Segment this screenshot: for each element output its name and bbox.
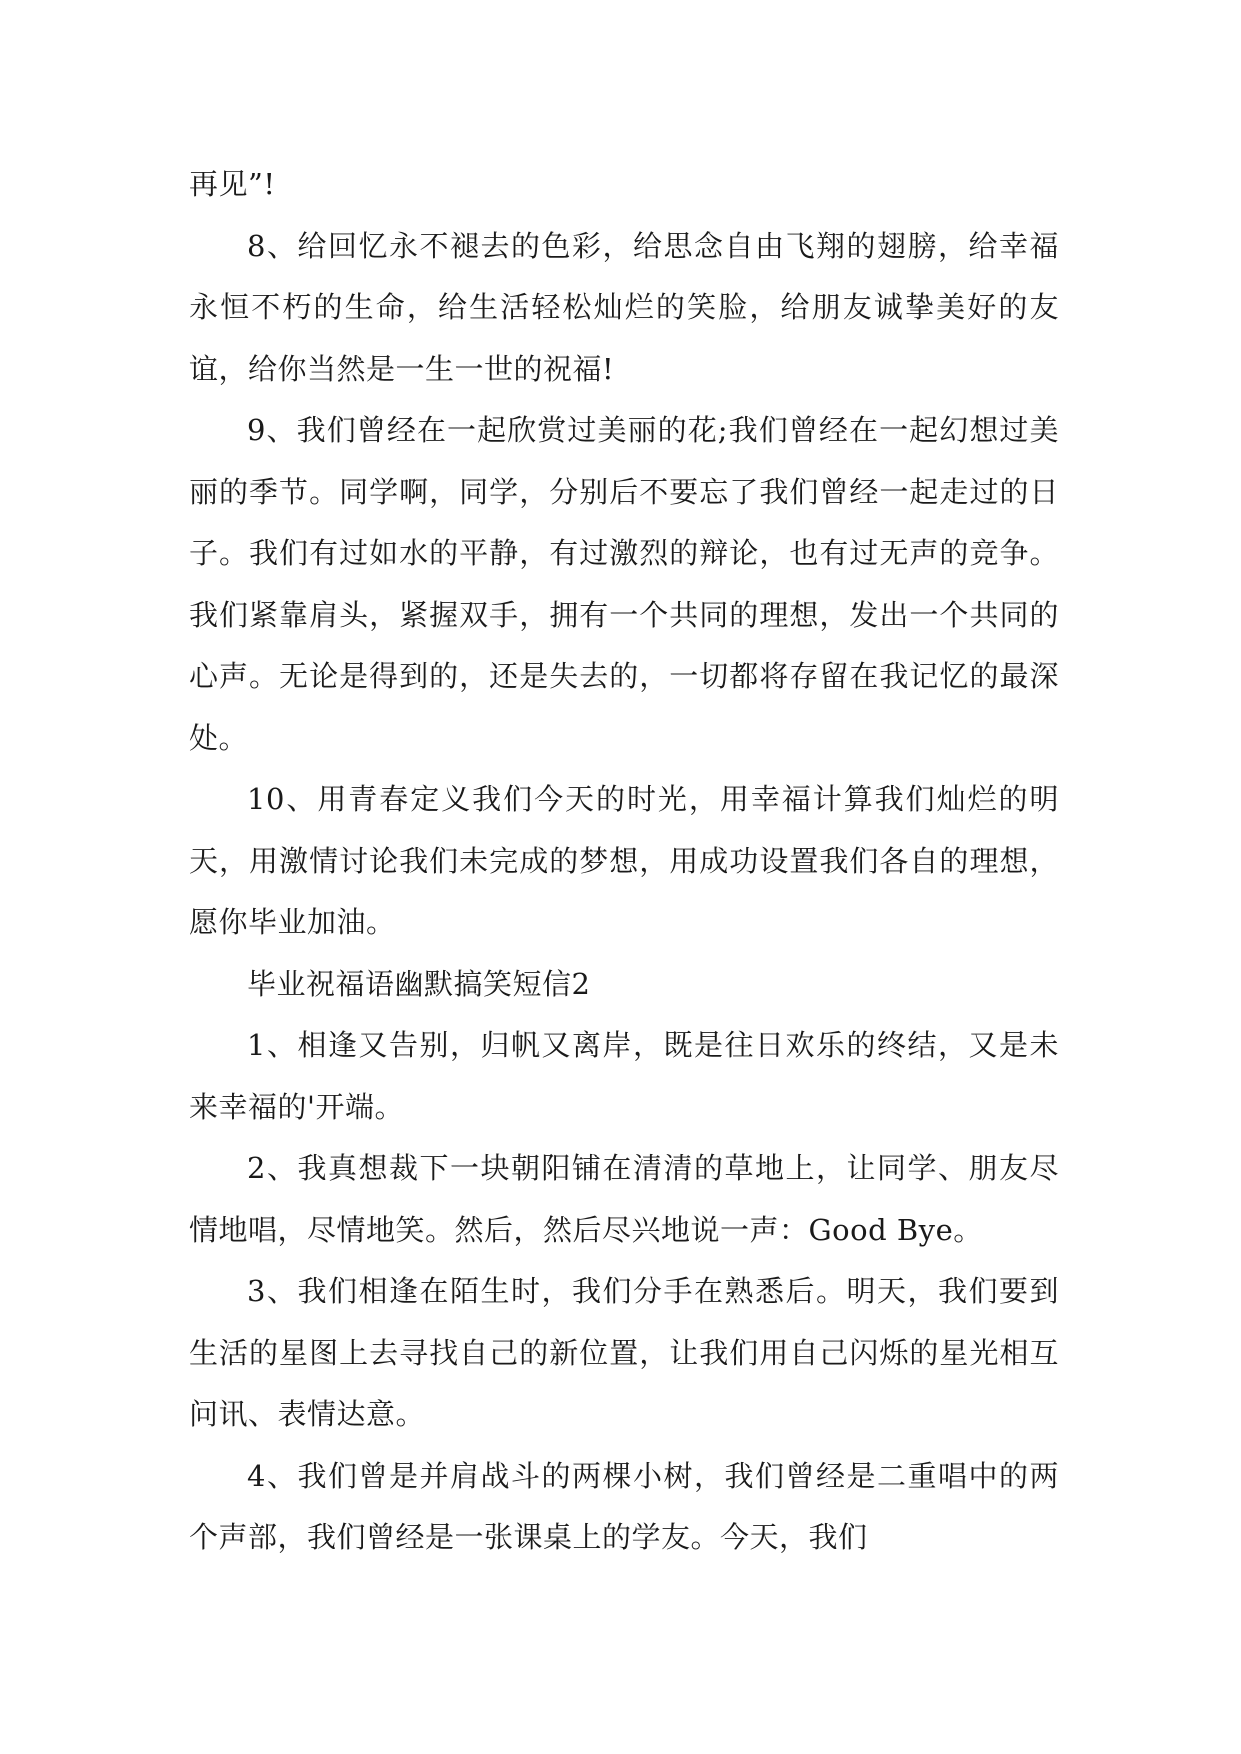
paragraph-item-1: 1、相逢又告别，归帆又离岸，既是往日欢乐的终结，又是未来幸福的'开端。 <box>189 1028 1059 1124</box>
paragraph-item-10: 10、用青春定义我们今天的时光，用幸福计算我们灿烂的明天，用激情讨论我们未完成的梦想，用成功设置我们各自的理想，愿你毕业加油。 <box>189 782 1059 939</box>
paragraph-item-2: 2、我真想裁下一块朝阳铺在清清的草地上，让同学、朋友尽情地唱，尽情地笑。然后，然后尽兴地说一声：Good Bye。 <box>189 1151 1059 1247</box>
document-body <box>189 154 1059 1569</box>
paragraph-item-3: 3、我们相逢在陌生时，我们分手在熟悉后。明天，我们要到生活的星图上去寻找自己的新位置，让我们用自己闪烁的星光相互问讯、表情达意。 <box>189 1274 1059 1431</box>
paragraph-item-8: 8、给回忆永不褪去的色彩，给思念自由飞翔的翅膀，给幸福永恒不朽的生命，给生活轻松灿烂的笑脸，给朋友诚挚美好的友谊，给你当然是一生一世的祝福! <box>189 228 1059 386</box>
section-heading: 毕业祝福语幽默搞笑短信2 <box>247 966 591 1001</box>
paragraph-continuation: 再见”! <box>189 167 276 201</box>
paragraph-item-4: 4、我们曾是并肩战斗的两棵小树，我们曾经是二重唱中的两个声部，我们曾经是一张课桌上的学友。今天，我们 <box>189 1458 1059 1554</box>
paragraph-item-9: 9、我们曾经在一起欣赏过美丽的花;我们曾经在一起幻想过美丽的季节。同学啊，同学，分别后不要忘了我们曾经一起走过的日子。我们有过如水的平静，有过激烈的辩论，也有过无声的竞争。我们紧靠肩头，紧握双手，拥有一个共同的理想，发出一个共同的心声。无论是得到的，还是失去的，一切都将存留在我记忆的最深处。 <box>189 413 1059 755</box>
